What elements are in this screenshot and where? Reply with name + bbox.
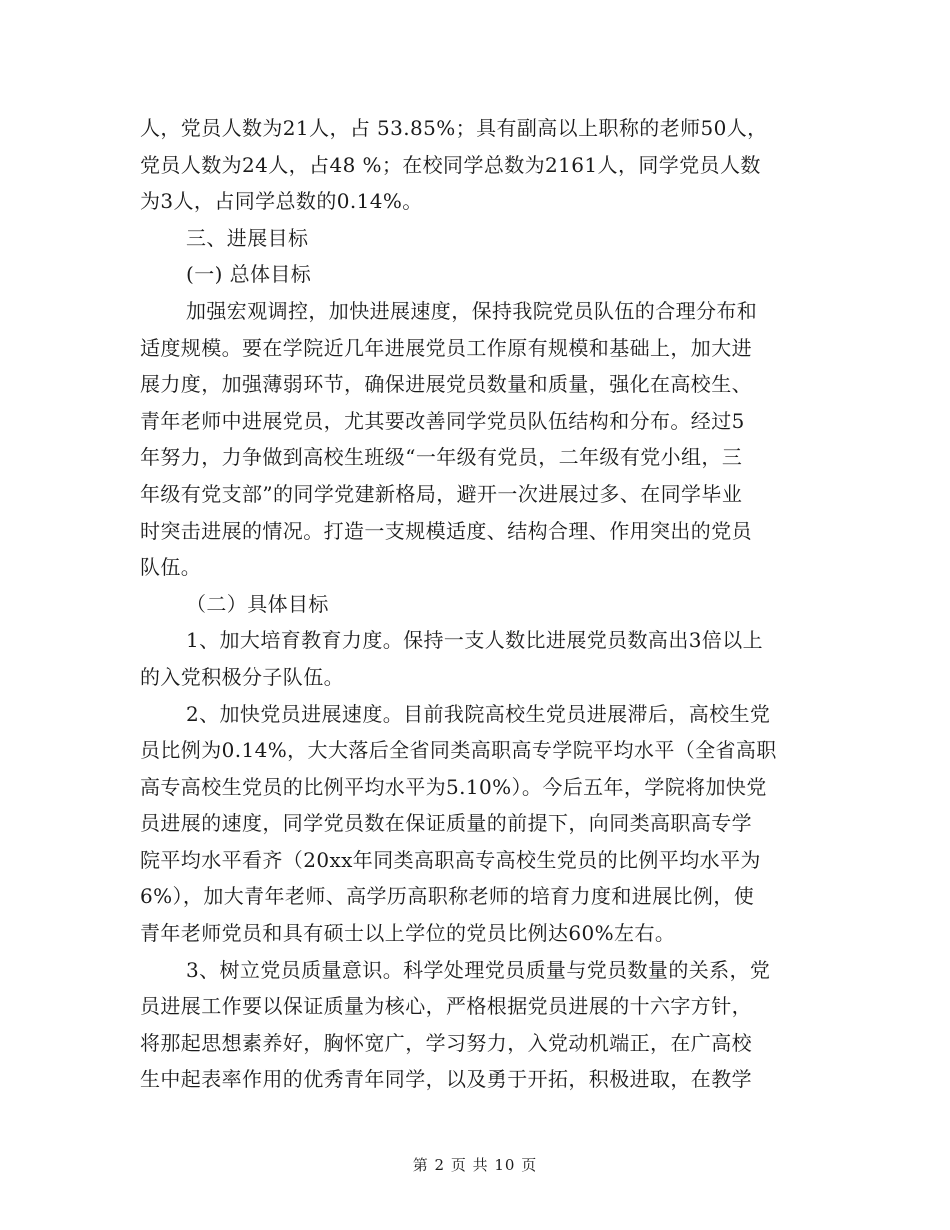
text-line: 3、树立党员质量意识。科学处理党员质量与党员数量的关系，党 (186, 957, 771, 982)
page-footer (0, 1154, 950, 1175)
document-body (140, 110, 812, 1098)
paragraph-overall-goal (140, 293, 812, 586)
text-line: 党员人数为24人，占48 %；在校同学总数为2161人，同学党员人数 (140, 152, 761, 177)
text-line: 2、加快党员进展速度。目前我院高校生党员进展滞后，高校生党 (186, 701, 771, 726)
text-line: 高专高校生党员的比例平均水平为5.10%）。今后五年，学院将加快党 (140, 774, 767, 799)
paragraph-goal-3 (140, 952, 812, 1098)
text-line: 的入党积极分子队伍。 (140, 664, 344, 689)
paragraph-stats-continued (140, 110, 812, 220)
subsection-heading (140, 586, 812, 623)
text-line: 员进展的速度，同学党员数在保证质量的前提下，向同类高职高专学 (140, 811, 752, 836)
page-number-label: 第 2 页 共 10 页 (412, 1156, 538, 1174)
text-line: 1、加大培育教育力度。保持一支人数比进展党员数高出3倍以上 (186, 628, 764, 653)
text-line: 院平均水平看齐（20xx年同类高职高专高校生党员的比例平均水平为 (140, 847, 761, 872)
text-line: 员进展工作要以保证质量为核心，严格根据党员进展的十六字方针， (140, 994, 752, 1019)
text-line: 生中起表率作用的优秀青年同学，以及勇于开拓，积极进取，在教学 (140, 1067, 752, 1092)
paragraph-goal-1 (140, 622, 812, 695)
section-heading (140, 220, 812, 257)
text-line: 队伍。 (140, 555, 202, 580)
text-line: 年努力，力争做到高校生班级“一年级有党员，二年级有党小组，三 (140, 445, 743, 470)
text-line: 适度规模。要在学院近几年进展党员工作原有规模和基础上，加大进 (140, 335, 752, 360)
section-title: 三、进展目标 (186, 225, 309, 250)
text-line: 6%），加大青年老师、高学历高职称老师的培育力度和进展比例，使 (140, 884, 755, 909)
text-line: 青年老师中进展党员，尤其要改善同学党员队伍结构和分布。经过5 (140, 408, 745, 433)
text-line: 时突击进展的情况。打造一支规模适度、结构合理、作用突出的党员 (140, 518, 752, 543)
text-line: 年级有党支部”的同学党建新格局，避开一次进展过多、在同学毕业 (140, 481, 743, 506)
subsection-title: （二）具体目标 (186, 591, 329, 616)
text-line: 展力度，加强薄弱环节，确保进展党员数量和质量，强化在高校生、 (140, 372, 752, 397)
text-line: 为3人，占同学总数的0.14%。 (140, 189, 423, 214)
text-line: 人，党员人数为21人，占 53.85%；具有副高以上职称的老师50人， (140, 116, 768, 140)
text-line: 将那起思想素养好，胸怀宽广，学习努力，入党动机端正，在广高校 (140, 1030, 752, 1055)
paragraph-goal-2 (140, 696, 812, 952)
text-line: 加强宏观调控，加快进展速度，保持我院党员队伍的合理分布和 (186, 298, 758, 323)
text-line: 员比例为0.14%，大大落后全省同类高职高专学院平均水平（全省高职 (140, 738, 777, 763)
subsection-heading (140, 256, 812, 293)
subsection-title: (一) 总体目标 (186, 262, 312, 287)
text-line: 青年老师党员和具有硕士以上学位的党员比例达60%左右。 (140, 921, 676, 946)
